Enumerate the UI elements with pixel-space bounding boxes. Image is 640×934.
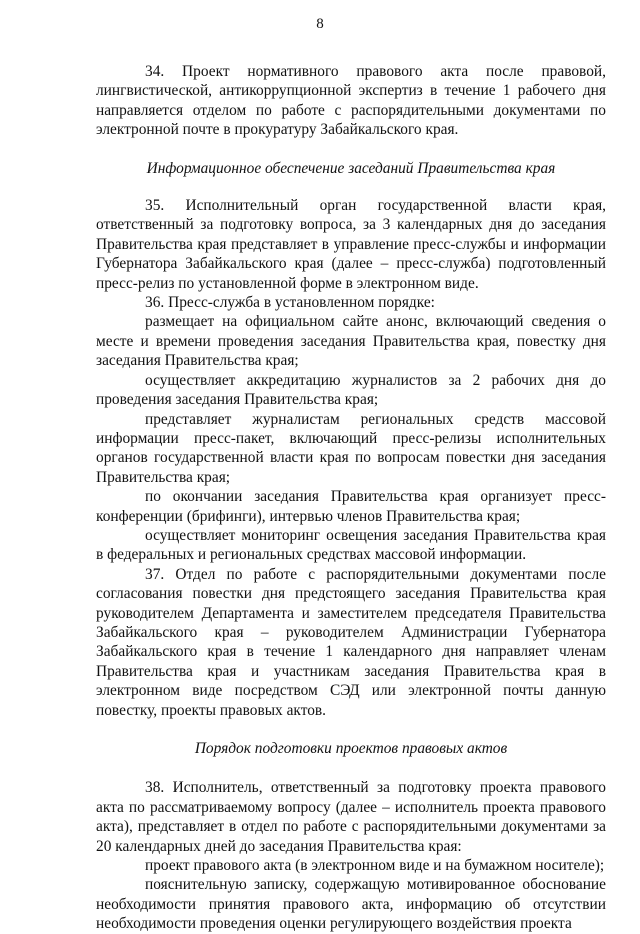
paragraph-35: 35. Исполнительный орган государственной власти края, ответственный за подготовку вопроса, за 3 календарных дня до заседания Правительства края представляет в управление пресс-службы и информации Губернатора Забайкальского края (далее – пресс-служба) подготовленный пресс-релиз по установленной форме в электронном виде. <box>96 197 606 292</box>
paragraph-36-item-b: осуществляет аккредитацию журналистов за 2 рабочих дня до проведения заседания Правительства края; <box>96 371 606 409</box>
paragraph-36-item-a: размещает на официальном сайте анонс, включающий сведения о месте и времени проведения заседания Правительства края, повестку дня заседания Правительства края; <box>96 313 606 370</box>
document-body <box>96 62 606 934</box>
paragraph-38-item-b: пояснительную записку, содержащую мотивированное обоснование необходимости принятия правового акта, информацию об отсутствии необходимости проведения оценки регулирующего воздействия проекта <box>96 876 606 933</box>
paragraph-38: 38. Исполнитель, ответственный за подготовку проекта правового акта по рассматриваемому вопросу (далее – исполнитель проекта правового акта), представляет в отдел по работе с распорядительными документами за 20 календарных дней до заседания Правительства края: <box>96 779 606 855</box>
spacer <box>96 140 606 159</box>
spacer <box>96 720 606 739</box>
paragraph-36: 36. Пресс-служба в установленном порядке: <box>145 294 435 312</box>
paragraph-38-item-a: проект правового акта (в электронном виде и на бумажном носителе); <box>145 857 605 875</box>
spacer <box>96 178 606 196</box>
spacer <box>96 758 606 778</box>
paragraph-36-item-c: представляет журналистам региональных средств массовой информации пресс-пакет, включающий пресс-релизы исполнительных органов государственной власти края по вопросам повестки дня заседания Правительства края; <box>96 410 606 486</box>
paragraph-36-item-e: осуществляет мониторинг освещения заседания Правительства края в федеральных и региональных средствах массовой информации. <box>96 526 606 564</box>
paragraph-36-item-d: по окончании заседания Правительства края организует пресс-конференции (брифинги), интервью членов Правительства края; <box>96 488 606 525</box>
section-heading-information-support: Информационное обеспечение заседаний Правительства края <box>146 159 556 177</box>
paragraph-37: 37. Отдел по работе с распорядительными документами после согласования повестки дня предстоящего заседания Правительства края руководителем Департамента и заместителем председателя Правительства Забайкальского края – руководителем Администрации Губернатора Забайкальского края в течение 1 календарного дня направляет членам Правительства края и участникам заседания Правительства края в электронном виде посредством СЭД или электронной почты данную повестку, проекты правовых актов. <box>96 565 606 719</box>
section-heading-draft-acts: Порядок подготовки проектов правовых актов <box>194 740 508 757</box>
paragraph-34: 34. Проект нормативного правового акта после правовой, лингвистической, антикоррупционной экспертиз в течение 1 рабочего дня направляется отделом по работе с распорядительными документами по электронной почте в прокуратуру Забайкальского края. <box>96 63 606 139</box>
page-number: 8 <box>316 16 324 32</box>
